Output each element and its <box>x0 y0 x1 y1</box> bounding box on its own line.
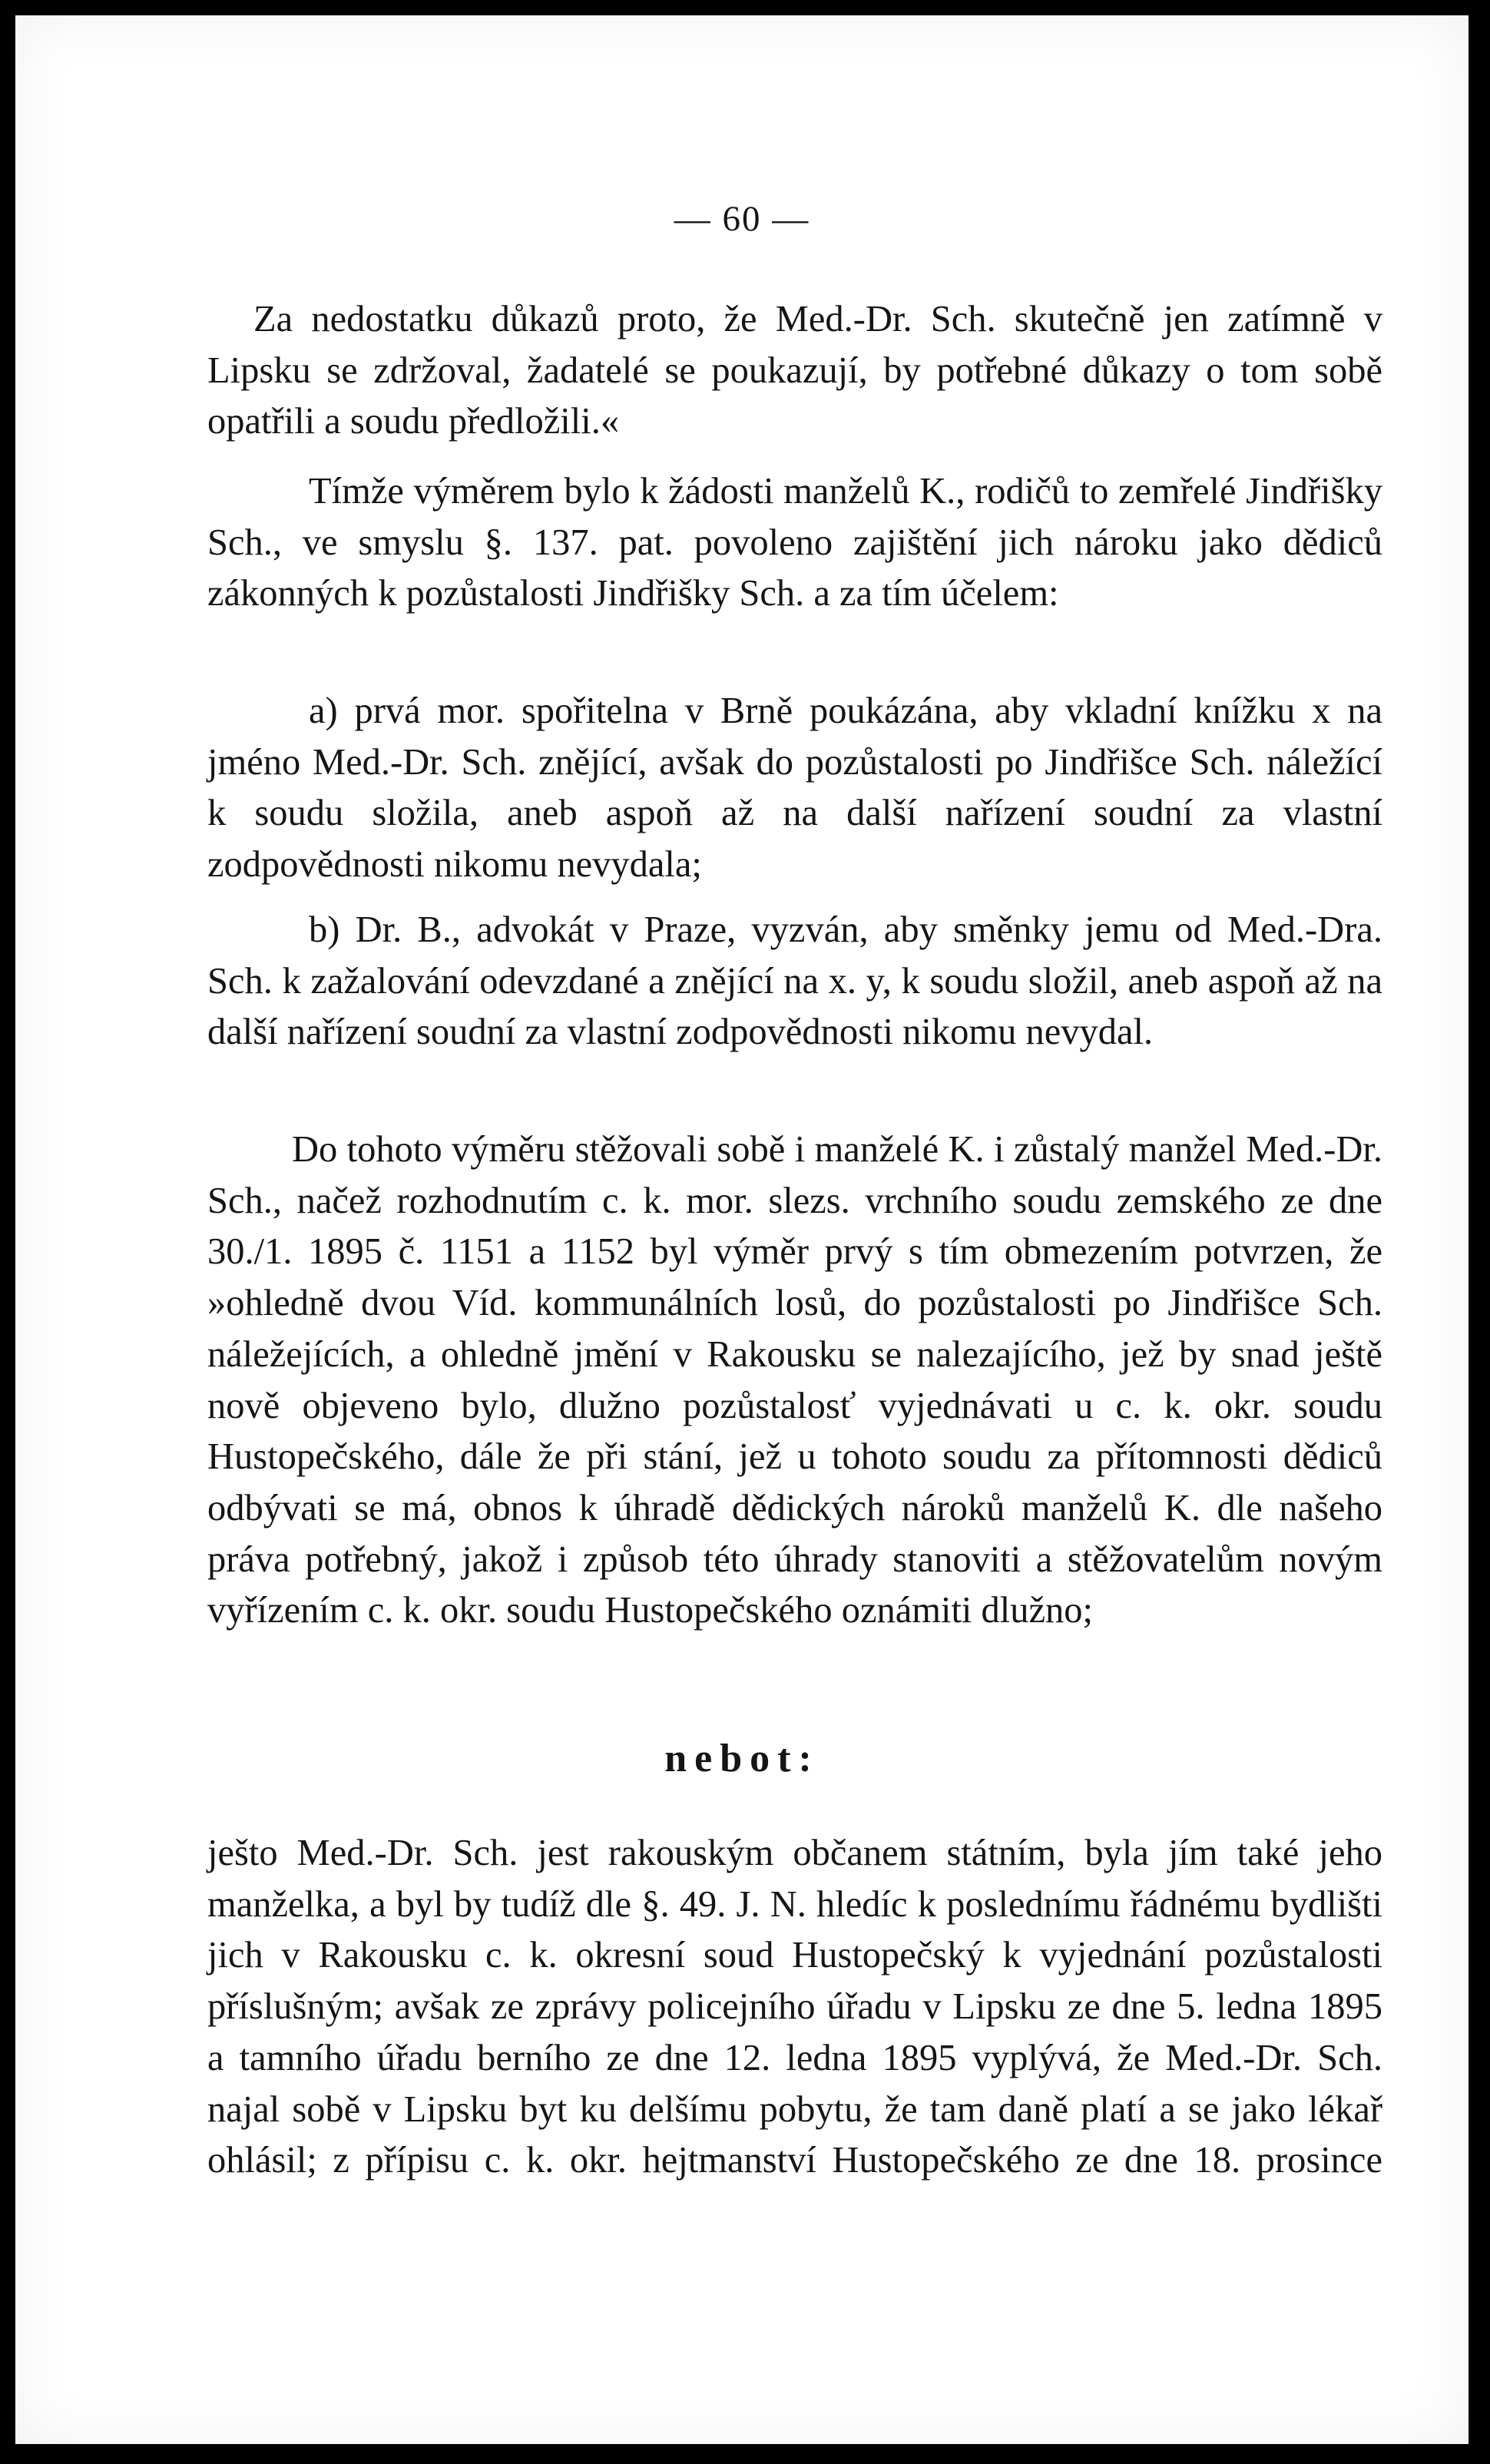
page-number: — 60 — <box>674 199 810 239</box>
paragraph-6 <box>207 1828 1382 2187</box>
section-heading: nebot: <box>664 1737 820 1780</box>
paragraph-3 <box>207 686 1382 891</box>
paragraph-2 <box>207 466 1382 620</box>
book-page <box>15 15 1468 2444</box>
paragraph-text: ješto Med.-Dr. Sch. jest rakouským občanem státním, byla jím také jeho manželka, a byl by tudíž dle §. 49. J. N. hledíc k poslednímu řádnému bydlišti jich v Rakousku c. k. okresní soud Hustopečský k vyjednání pozůstalosti příslušným; avšak ze zprávy policejního úřadu v Lipsku ze dne 5. ledna 1895 a tamního úřadu berního ze dne 12. ledna 1895 vyplývá, že Med.-Dr. Sch. najal sobě v Lipsku byt ku delšímu pobytu, že tam daně platí a se jako lékař ohlásil; z přípisu c. k. okr. hejtmanství Hustopečského ze dne 18. prosince <box>207 1833 1382 2181</box>
paragraph-text: Do tohoto výměru stěžovali sobě i manželé K. i zůstalý manžel Med.-Dr. Sch., načež rozhodnutím c. k. mor. slezs. vrchního soudu zemského ze dne 30./1. 1895 č. 1151 a 1152 byl výměr prvý s tím obmezením potvrzen, že »ohledně dvou Víd. kommunálních losů, do pozůstalosti po Jindřišce Sch. náležejících, a ohledně jmění v Rakousku se nalezajícího, jež by snad ještě nově objeveno bylo, dlužno pozůstalosť vyjednávati u c. k. okr. soudu Hustopečského, dále že při stání, jež u tohoto soudu za přítomnosti dědiců odbývati se má, obnos k úhradě dědických nároků manželů K. dle našeho práva potřebný, jakož i způsob této úhrady stanoviti a stěžovatelům novým vyřízením c. k. okr. soudu Hustopečského oznámiti dlužno; <box>207 1129 1382 1631</box>
paragraph-text: b) Dr. B., advokát v Praze, vyzván, aby směnky jemu od Med.-Dra. Sch. k zažalování odevzdané a znějící na x. y, k soudu složil, aneb aspoň až na další nařízení soudní za vlastní zodpovědnosti nikomu nevydal. <box>207 909 1382 1053</box>
paragraph-text: Za nedostatku důkazů proto, že Med.-Dr. Sch. skutečně jen zatímně v Lipsku se zdržoval, žadatelé se poukazují, by potřebné důkazy o tom sobě opatřili a soudu předložili.« <box>207 299 1382 442</box>
paragraph-text: a) prvá mor. spořitelna v Brně poukázána, aby vkladní knížku x na jméno Med.-Dr. Sch. znějící, avšak do pozůstalosti po Jindřišce Sch. náležící k soudu složila, aneb aspoň až na další nařízení soudní za vlastní zodpovědnosti nikomu nevydala; <box>207 691 1382 886</box>
paragraph-4 <box>207 905 1382 1058</box>
paragraph-5 <box>207 1124 1382 1637</box>
paragraph-1 <box>207 294 1382 448</box>
paragraph-text: Tímže výměrem bylo k žádosti manželů K., rodičů to zemřelé Jindřišky Sch., ve smyslu §. 137. pat. povoleno zajištění jich nároku jako dědiců zákonných k pozůstalosti Jindřišky Sch. a za tím účelem: <box>207 471 1382 614</box>
